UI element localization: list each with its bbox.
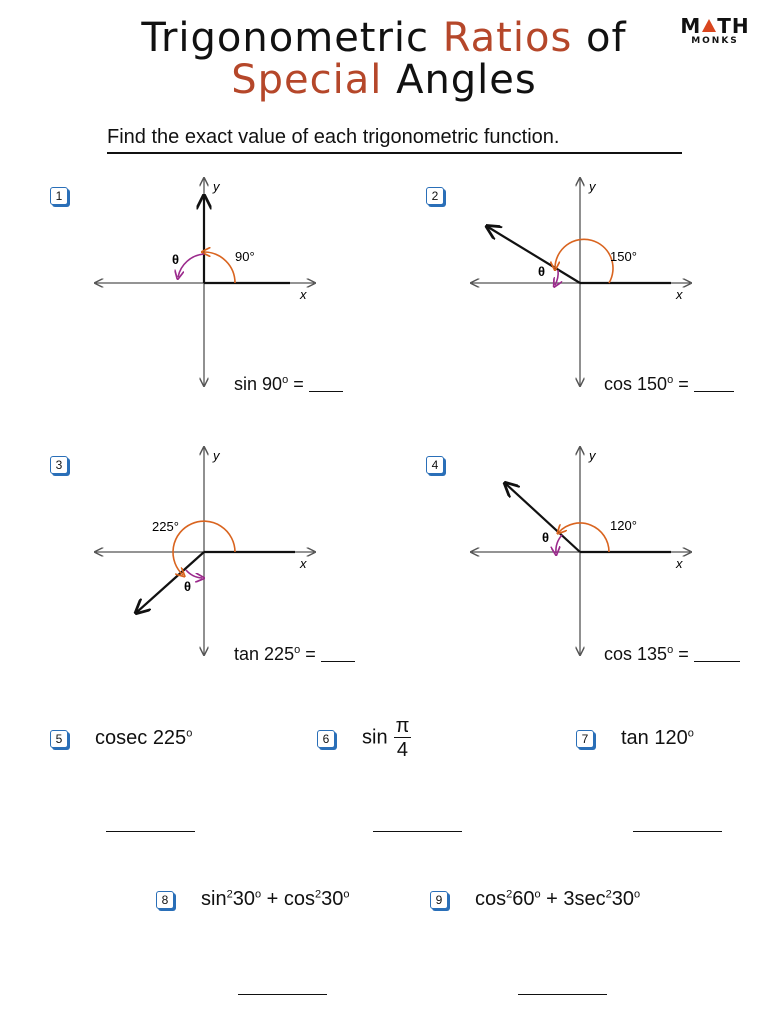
angle-diagram-3 bbox=[90, 444, 320, 659]
title-part: Angles bbox=[382, 57, 537, 103]
problem-number-badge: 5 bbox=[50, 730, 68, 748]
terminal-side bbox=[488, 227, 580, 283]
problem-number-badge: 1 bbox=[50, 187, 68, 205]
angle-arc bbox=[204, 252, 235, 283]
answer-line-8[interactable] bbox=[238, 994, 327, 995]
angle-diagram-1 bbox=[90, 175, 320, 390]
title-part: of bbox=[572, 15, 627, 61]
theta-label: θ bbox=[172, 252, 180, 267]
prompt-1: sin 90$^o$ = bbox=[234, 374, 343, 395]
expression-9: $\cos^260^o + 3\sec^230^o$ bbox=[475, 888, 641, 910]
problem-number-badge: 8 bbox=[156, 891, 174, 909]
answer-line-5[interactable] bbox=[106, 831, 195, 832]
prompt-3: tan 225$^o$ = bbox=[234, 644, 355, 665]
expression-8: $\sin^230^o + \cos^230^o$ bbox=[201, 888, 350, 910]
angle-diagram-2 bbox=[466, 175, 696, 390]
answer-blank[interactable] bbox=[321, 645, 355, 662]
fraction: $\frac{\pi}{4}$ bbox=[395, 715, 410, 761]
title-accent-word: Ratios bbox=[442, 15, 573, 61]
answer-blank[interactable] bbox=[694, 645, 740, 662]
angle-label: 90° bbox=[235, 249, 255, 264]
expression-5: cosec 225$^o$ bbox=[95, 727, 193, 749]
x-axis-label: x bbox=[676, 556, 683, 571]
answer-line-6[interactable] bbox=[373, 831, 462, 832]
y-axis-label: y bbox=[213, 179, 220, 194]
page-title-line-1 bbox=[0, 15, 768, 61]
terminal-side bbox=[137, 552, 204, 612]
x-axis-label: x bbox=[676, 287, 683, 302]
angle-label: 150° bbox=[610, 249, 637, 264]
prompt-2: cos 150$^o$ = bbox=[604, 374, 734, 395]
problem-number-badge: 7 bbox=[576, 730, 594, 748]
reference-angle-arc bbox=[556, 535, 562, 553]
math-monks-logo bbox=[680, 14, 750, 46]
angle-label: 225° bbox=[152, 519, 179, 534]
expression-7: tan 120$^o$ bbox=[621, 727, 694, 749]
reference-angle-arc bbox=[178, 254, 204, 277]
answer-line-7[interactable] bbox=[633, 831, 722, 832]
y-axis-label: y bbox=[589, 448, 596, 463]
problem-number-badge: 3 bbox=[50, 456, 68, 474]
theta-label: θ bbox=[538, 264, 546, 279]
logo-subtitle: MONKS bbox=[691, 36, 739, 46]
y-axis-label: y bbox=[213, 448, 220, 463]
x-axis-label: x bbox=[300, 556, 307, 571]
answer-blank[interactable] bbox=[694, 375, 734, 392]
problem-number-badge: 2 bbox=[426, 187, 444, 205]
theta-label: θ bbox=[184, 579, 192, 594]
problem-number-badge: 6 bbox=[317, 730, 335, 748]
angle-arc bbox=[559, 523, 609, 552]
angle-arc bbox=[555, 239, 613, 283]
answer-line-9[interactable] bbox=[518, 994, 607, 995]
theta-label: θ bbox=[542, 530, 550, 545]
prompt-4: cos 135$^o$ = bbox=[604, 644, 740, 665]
angle-diagram-4 bbox=[466, 444, 696, 659]
title-accent-word: Special bbox=[231, 57, 383, 103]
logo-wordmark: M TH bbox=[680, 14, 750, 38]
answer-blank[interactable] bbox=[309, 375, 343, 392]
problem-number-badge: 9 bbox=[430, 891, 448, 909]
triangle-icon bbox=[702, 19, 716, 32]
x-axis-label: x bbox=[300, 287, 307, 302]
y-axis-label: y bbox=[589, 179, 596, 194]
page-title-line-2 bbox=[0, 57, 768, 103]
angle-label: 120° bbox=[610, 518, 637, 533]
reference-angle-arc bbox=[186, 570, 202, 578]
problem-number-badge: 4 bbox=[426, 456, 444, 474]
expression-6: sin $\frac{\pi}{4}$ bbox=[362, 715, 410, 761]
instructions: Find the exact value of each trigonometric function. bbox=[107, 126, 682, 154]
title-part: Trigonometric bbox=[141, 15, 443, 61]
